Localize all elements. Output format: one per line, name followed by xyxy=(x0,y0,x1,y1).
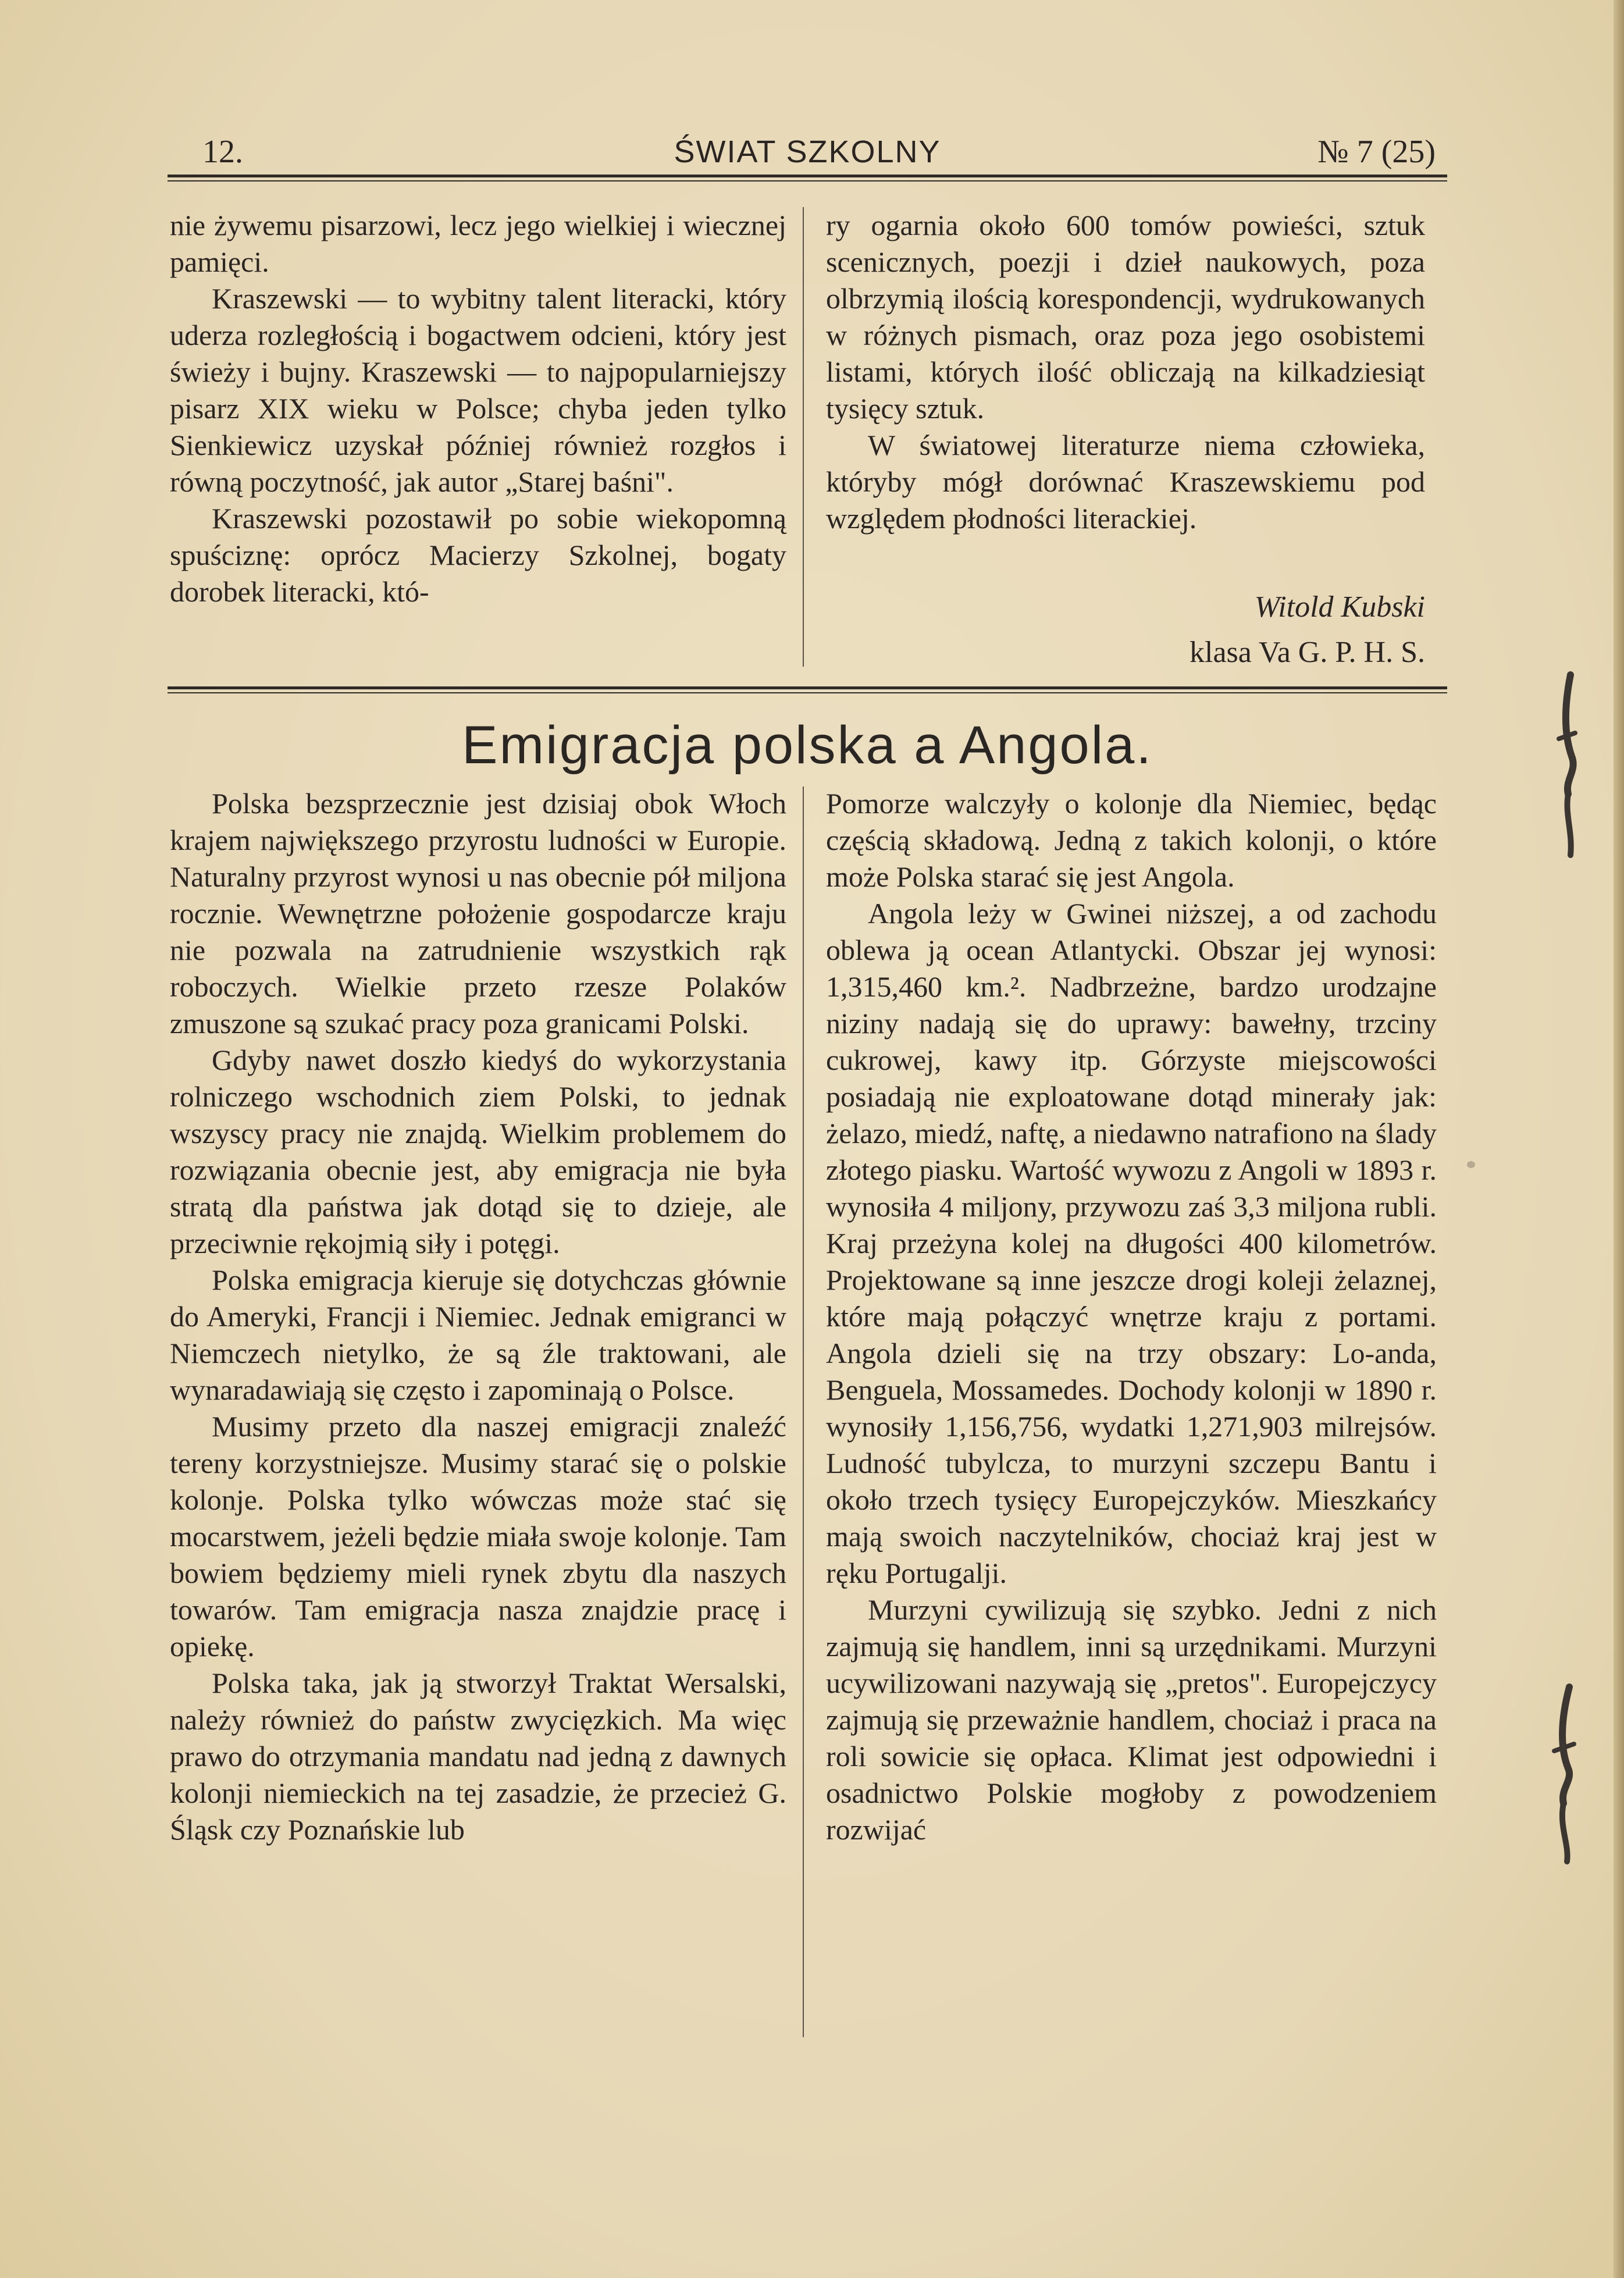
ink-smudge xyxy=(1467,1161,1475,1168)
paragraph: Polska bezsprzecznie jest dzisiaj obok Włoch krajem największego przyrostu ludności w Europie. Naturalny przyrost wynosi u nas obecnie pół miljona rocznie. Wewnętrzne położenie gospodarcze kraju nie pozwala na zatrudnienie wszystkich rąk roboczych. Wielkie przeto rzesze Polaków zmuszone są szukać pracy poza granicami Polski. xyxy=(170,787,786,1040)
paragraph: Kraszewski — to wybitny talent literacki, który uderza rozległością i bogactwem odcieni, który jest świeży i bujny. Kraszewski — to najpopularniejszy pisarz XIX wieku w Polsce; chyba jeden tylko Sienkiewicz uzyskał później również rozgłos i równą poczytność, jak autor „Starej baśni". xyxy=(170,282,786,498)
paragraph: Pomorze walczyły o kolonje dla Niemiec, będąc częścią składową. Jedną z takich kolonji, o które może Polska starać się jest Angola. xyxy=(826,787,1437,893)
page-header xyxy=(168,133,1447,171)
paragraph: Polska emigracja kieruje się dotychczas głównie do Ameryki, Francji i Niemiec. Jednak emigranci w Niemczech nietylko, że są źle traktowani, ale wynaradawiają się często i zapominają o Polsce. xyxy=(170,1263,786,1406)
article-left-column xyxy=(170,785,786,1848)
column-divider-top xyxy=(803,207,804,667)
paragraph: Kraszewski pozostawił po sobie wiekopomną spuściznę: oprócz Macierzy Szkolnej, bogaty dorobek literacki, któ- xyxy=(170,502,786,608)
paragraph: W światowej literaturze niema człowieka, któryby mógł dorównać Kraszewskiemu pod względem płodności literackiej. xyxy=(826,429,1425,535)
paragraph: Polska taka, jak ją stworzył Traktat Wersalski, należy również do państw zwycięzkich. Ma więc prawo do otrzymania mandatu nad jedną z dawnych kolonji niemieckich na tej zasadzie, że przecież G. Śląsk czy Poznańskie lub xyxy=(170,1667,786,1846)
column-divider-article xyxy=(803,786,804,2037)
journal-title: ŚWIAT SZKOLNY xyxy=(674,134,941,169)
header-rule-thick xyxy=(168,175,1447,177)
article-right-column xyxy=(826,785,1437,1848)
scan-edge xyxy=(1614,0,1624,2278)
section-rule-thin xyxy=(168,692,1447,693)
pencil-bracket-mark-bottom xyxy=(1541,1681,1594,1867)
paragraph: Gdyby nawet doszło kiedyś do wykorzystania rolniczego wschodnich ziem Polski, to jednak wszyscy pracy nie znajdą. Wielkim problemem do rozwiązania obecnie jest, aby emigracja nie była stratą dla państwa jak dotąd się to dzieje, ale przeciwnie rękojmią siły i potęgi. xyxy=(170,1044,786,1259)
paragraph: Murzyni cywilizują się szybko. Jedni z nich zajmują się handlem, inni są urzędnikami. Murzyni ucywilizowani nazywają się „pretos". Europejczycy zajmują się przeważnie handlem, chociaż i praca na roli sowicie się opłaca. Klimat jest odpowiedni i osadnictwo Polskie mogłoby z powodzeniem rozwijać xyxy=(826,1593,1437,1846)
author-signature: Witold Kubski xyxy=(1254,590,1425,624)
article-title: Emigracja polska a Angola. xyxy=(462,716,1153,775)
paragraph: Musimy przeto dla naszej emigracji znaleźć tereny korzystniejsze. Musimy starać się o polskie kolonje. Polska tylko wówczas może stać się mocarstwem, jeżeli będzie miała swoje kolonje. Tam bowiem będziemy mieli rynek zbytu dla naszych towarów. Tam emigracja nasza znajdzie pracę i opiekę. xyxy=(170,1410,786,1663)
top-left-column xyxy=(170,207,786,610)
top-right-column xyxy=(826,207,1425,537)
issue-number: № 7 (25) xyxy=(1317,134,1436,170)
pencil-bracket-mark-top xyxy=(1547,669,1594,867)
page-number: 12. xyxy=(202,134,243,170)
paragraph: nie żywemu pisarzowi, lecz jego wielkiej i wiecznej pamięci. xyxy=(170,209,786,278)
paragraph: Angola leży w Gwinei niższej, a od zachodu oblewa ją ocean Atlantycki. Obszar jej wynosi: 1,315,460 km.². Nadbrzeżne, bardzo urodzajne niziny nadają się do uprawy: bawełny, trzciny cukrowej, kawy itp. Górzyste miejscowości posiadają nie exploatowane dotąd minerały jak: żelazo, miedź, naftę, a niedawno natrafiono na ślady złotego piasku. Wartość wywozu z Angoli w 1893 r. wynosiła 4 miljony, przywozu zaś 3,3 miljona rubli. Kraj przeżyna kolej na długości 400 kilometrów. Projektowane są inne jeszcze drogi koleji żelaznej, które mają połączyć wnętrze kraju z portami. Angola dzieli się na trzy obszary: Lo-anda, Benguela, Mossamedes. Dochody kolonji w 1890 r. wynosiły 1,156,756, wydatki 1,271,903 milrejsów. Ludność tubylcza, to murzyni szczepu Bantu i około trzech tysięcy Europejczyków. Mieszkańcy mają swoich naczytelników, chociaż kraj jest w ręku Portugalji. xyxy=(826,897,1437,1589)
author-class: klasa Va G. P. H. S. xyxy=(1189,636,1425,669)
paragraph: ry ogarnia około 600 tomów powieści, sztuk scenicznych, poezji i dzieł naukowych, poza olbrzymią ilością korespondencji, wydrukowanych w różnych pismach, oraz poza jego osobistemi listami, których ilość obliczają na kilkadziesiąt tysięcy sztuk. xyxy=(826,209,1425,425)
header-rule-thin xyxy=(168,180,1447,181)
section-rule-thick xyxy=(168,686,1447,689)
